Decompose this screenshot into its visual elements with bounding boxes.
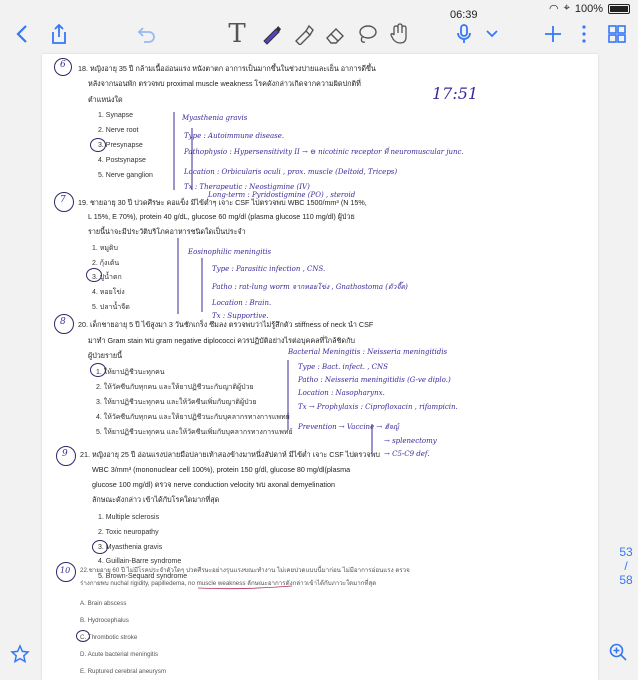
more-icon (581, 24, 587, 44)
q21-option-5: 5. Brown-Sequard syndrome (98, 573, 188, 580)
q20-stem-3: ผู้ป่วยรายนี้ (88, 351, 123, 360)
q19-note-1: Eosinophilic meningitis (188, 248, 272, 256)
question-label-8: 8 (60, 317, 66, 327)
eraser-tool-button[interactable] (322, 20, 348, 48)
q19-option-3: 3. ปูน้ำตก (92, 274, 122, 281)
question-label-10: 10 (60, 566, 71, 575)
q18-note-4: Location : Orbicularis oculi , prox. muscle (Deltoid, Triceps) (184, 168, 398, 176)
share-icon (50, 23, 68, 45)
text-tool-button[interactable]: T (228, 19, 246, 49)
pen-icon (260, 23, 282, 45)
question-label-6: 6 (60, 60, 66, 70)
q19-note-4: Location : Brain. (212, 299, 272, 307)
q22-option-a: A. Brain abscess (80, 600, 127, 607)
toolbar (0, 16, 638, 52)
undo-icon (137, 24, 157, 44)
mic-dropdown-button[interactable] (482, 20, 502, 48)
q20-note-5: Tx → Prophylaxis : Ciprofloxacin , rifampicin. (298, 403, 458, 411)
q18-note-3: Pathophysio : Hypersensitivity II → ⊖ nicotinic receptor ที่ neuromuscular junc. (184, 148, 464, 156)
q18-stem-2: หลังจากนอนพัก ตรวจพบ proximal muscle weakness โรคดังกล่าวเกิดจากความผิดปกติที่ (88, 79, 361, 88)
pages-icon (607, 24, 627, 44)
q20-note-3: Patho : Neisseria meningitidis (G-ve diplo.) (298, 376, 451, 384)
q21-stem-1: 21. หญิงอายุ 25 ปี อ่อนแรงปลายมือปลายเท้าสองข้างมาหนึ่งสัปดาห์ มีไข้ต่ำ เจาะ CSF ไปตรวจพบ (80, 450, 380, 459)
q21-stem-2: WBC 3/mm³ (mononuclear cell 100%), protein 150 g/dl, glucose 80 mg/dl(plasma (92, 465, 351, 474)
highlighter-icon (292, 23, 314, 45)
q18-note-6: Long-term : Pyridostigmine (PO) , steroid (208, 191, 356, 199)
q22-stem-2: ร่างกายพบ nuchal rigidity, papilledema, no muscle weakness ลักษณะอาการดังกล่าวเข้าได้กับภาวะใดมากที่สุด (80, 580, 377, 587)
pen-tool-button[interactable] (258, 20, 284, 48)
hand-tool-button[interactable] (386, 20, 412, 48)
microphone-button[interactable] (452, 20, 476, 48)
q21-stem-3: glucose 100 mg/dl) ตรวจ nerve conduction velocity พบ axonal demyelination (92, 480, 336, 489)
page-current: 53 (619, 545, 633, 559)
eraser-icon (324, 23, 346, 45)
q20-stem-1: 20. เด็กชายอายุ 5 ปี ไข้สูงมา 3 วันชักเกร็ง ซึมลง ตรวจพบว่าไม่รู้สึกตัว stiffness of neck นำ CSF (78, 320, 374, 329)
page-separator: / (624, 559, 628, 573)
q19-option-5: 5. ปลาน้ำจืด (92, 304, 130, 311)
q18-option-4: 4. Postsynapse (98, 157, 146, 164)
q18-stem-3: ตำแหน่งใด (88, 95, 123, 104)
q18-note-2: Type : Autoimmune disease. (184, 132, 285, 140)
chevron-down-icon (485, 29, 499, 39)
q20-note-2: Type : Bact. infect. , CNS (298, 363, 388, 371)
plus-icon (543, 24, 563, 44)
question-label-9: 9 (62, 449, 68, 459)
q21-stem-4: ลักษณะดังกล่าว เข้าได้กับโรคใดมากที่สุด (92, 495, 220, 504)
q20-option-2: 2. ให้วัคซีนกับทุกคน และให้ยาปฏิชีวนะกับญาติผู้ป่วย (96, 384, 254, 391)
q19-note-2: Type : Parasitic infection , CNS. (212, 265, 326, 273)
add-button[interactable] (540, 20, 566, 48)
battery-percent: 100% (574, 2, 603, 15)
q19-option-1: 1. หมูดิบ (92, 245, 119, 252)
question-label-7: 7 (60, 195, 66, 205)
q18-note-5: Tx : Therapeutic : Neostigmine (IV) (184, 183, 310, 191)
page-indicator[interactable] (614, 545, 638, 587)
q18-option-5: 5. Nerve ganglion (98, 172, 153, 179)
q20-option-5: 5. ให้ยาปฏิชีวนะทุกคน และให้วัคซีนเพิ่มกับบุคลากรทางการแพทย์ (96, 429, 293, 436)
q20-note-7: → splenectomy (384, 437, 437, 445)
star-icon (10, 644, 30, 664)
q21-option-2: 2. Toxic neuropathy (98, 529, 159, 536)
favorite-button[interactable] (10, 644, 30, 670)
q22-option-d: D. Acute bacterial meningitis (80, 651, 159, 658)
location-icon: ⌖ (563, 2, 570, 14)
document-page[interactable] (42, 54, 598, 680)
zoom-in-icon (608, 642, 628, 662)
q21-option-1: 1. Multiple sclerosis (98, 514, 160, 521)
q20-stem-2: มาทำ Gram stain พบ gram negative diplococci ควรปฏิบัติอย่างไรต่อบุคคลที่ใกล้ชิดกับ (88, 336, 355, 345)
microphone-icon (456, 23, 472, 45)
q22-option-e: E. Ruptured cerebral aneurysm (80, 668, 166, 675)
q19-stem-3: รายนี้น่าจะมีประวัติบริโภคอาหารชนิดใดเป็นประจำ (88, 227, 246, 236)
q18-option-3: 3. Presynapse (98, 142, 143, 149)
q22-stem-1: 22.ชายอายุ 60 ปี ไม่มีโรคประจำตัวใดๆ ปวดศีรษะอย่างรุนแรงขณะทำงาน ไม่เคยปวดแบบนี้มาก่อน ไม่มีอาการอ่อนแรง ตรวจ (80, 567, 410, 574)
undo-button[interactable] (134, 20, 160, 48)
more-button[interactable] (574, 20, 594, 48)
handwriting-strokes (42, 54, 598, 680)
q18-stem-1: 18. หญิงอายุ 35 ปี กล้ามเนื้ออ่อนแรง หนังตาตก อาการเป็นมากขึ้นในช่วงบ่ายและเย็น อาการดีขึ้น (78, 64, 376, 73)
q20-note-1: Bacterial Meningitis : Neisseria meningitidis (288, 348, 448, 356)
back-button[interactable] (10, 20, 34, 48)
lasso-tool-button[interactable] (354, 20, 380, 48)
q19-stem-1: 19. ชายอายุ 30 ปี ปวดศีรษะ คอแข็ง มีไข้ต่ำๆ เจาะ CSF ไปตรวจพบ WBC 1500/mm³ (N 15%, (78, 198, 367, 207)
q20-note-4: Location : Nasopharynx. (298, 389, 385, 397)
handwritten-time: 17:51 (432, 84, 479, 103)
q20-option-1: 1. ให้ยาปฏิชีวนะทุกคน (96, 369, 165, 376)
page-total: 58 (619, 573, 633, 587)
q22-option-c: C. Thrombotic stroke (80, 634, 138, 641)
q18-option-1: 1. Synapse (98, 112, 134, 119)
status-time: 06:39 (450, 9, 478, 21)
lasso-icon (356, 23, 378, 45)
q18-note-1: Myasthenia gravis (182, 114, 248, 122)
share-button[interactable] (46, 20, 72, 48)
wifi-icon: ◠ (549, 3, 559, 15)
battery-icon (608, 4, 630, 14)
q20-option-3: 3. ให้ยาปฏิชีวนะทุกคน และให้วัคซีนเพิ่มกับญาติผู้ป่วย (96, 399, 257, 406)
q19-note-3: Patho : rat-lung worm จากหอยโข่ง , Gnathostoma (ตัวจี๊ด) (212, 283, 408, 291)
q19-stem-2: L 15%, E 70%), protein 40 g/dL, glucose 60 mg/dl (plasma glucose 110 mg/dl) ผู้ป่วย (88, 212, 355, 221)
q22-option-b: B. Hydrocephalus (80, 617, 129, 624)
status-indicators (549, 2, 630, 15)
pages-button[interactable] (604, 20, 630, 48)
q18-option-2: 2. Nerve root (98, 127, 139, 134)
hand-icon (388, 23, 410, 45)
q21-option-3: 3. Myasthenia gravis (98, 544, 163, 551)
q20-note-6: Prevention → Vaccine → ฮัจญ์ (298, 423, 399, 431)
q21-option-4: 4. Guillain-Barre syndrome (98, 558, 182, 565)
q19-option-2: 2. กุ้งเต้น (92, 260, 120, 267)
highlighter-tool-button[interactable] (290, 20, 316, 48)
q19-option-4: 4. หอยโข่ง (92, 289, 125, 296)
q20-option-4: 4. ให้วัคซีนกับทุกคน และให้ยาปฏิชีวนะกับบุคลากรทางการแพทย์ (96, 414, 290, 421)
zoom-button[interactable] (608, 642, 628, 668)
q19-note-5: Tx : Supportive. (212, 312, 269, 320)
q20-note-8: → C5-C9 def. (384, 450, 430, 458)
chevron-left-icon (16, 24, 28, 44)
